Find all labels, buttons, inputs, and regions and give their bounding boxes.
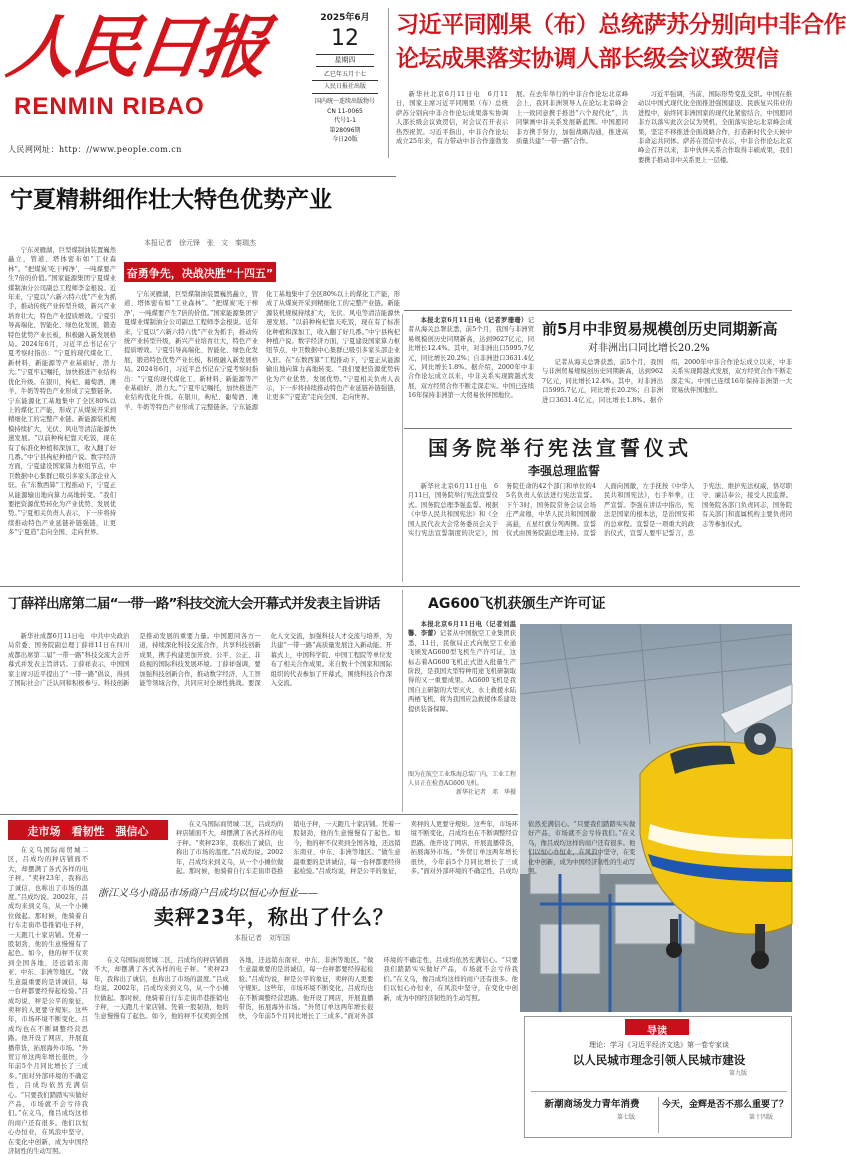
- yiwu-headline: 卖秤23年，称出了什么？: [154, 905, 394, 929]
- hero-headline-2: 论坛成果落实协调人部长级会议致贺信: [396, 46, 779, 72]
- trade-article: [408, 316, 792, 426]
- state-council-text: 新华社北京6月11日电 6月11日，国务院举行宪法宣誓仪式。国务院总理李强监誓。根据《中华人民共和国宪法》和《全国人民代表大会常务委员会关于实行宪法宣誓制度的决定》，国务院任命的42个部门和单位的45名负责人依法进行宪法宣誓。下午3时，国务院常务会议会场庄严肃穆，中华人民共和国国徽高悬，五星红旗分列两侧。宣誓仪式由国务院副总理主持。宣誓人面向国徽，左手抚按《中华人民共和国宪法》，右手举拳，庄严宣誓。李强在讲话中指出，宪法是国家的根本法，是治国安邦的总章程。宣誓是一项重大的政治仪式，宣誓人要牢记誓言，忠于宪法、维护宪法权威，恪尽职守、廉洁奉公，接受人民监督。国务院各部门负责同志，国务院有关部门和直属机构主要负责同志等参加仪式。: [408, 483, 792, 538]
- guide-item-3[interactable]: [661, 1097, 789, 1135]
- ding-text: 新华社成都6月11日电 中共中央政治局常委、国务院副总理丁薛祥11日在四川成都出席第二届“一带一路”科技交流大会开幕式并发表主旨讲话。丁薛祥表示，中国国家主席习近平提出了“一带一路”倡议，得到了国际社会广泛认同和积极参与。科技创新是推动发展的重要力量。中国愿同各方一道，持续深化科技交流合作，共享科技创新成果，携手构建更加开放、公平、公正、非歧视的国际科技发展环境。丁薛祥强调，要加强科技创新合作，推动数字经济、人工智能等领域合作，共同应对全球性挑战。要深化人文交流，加强科技人才交流与培养，为共建“一带一路”高质量发展注入新动能。开幕式上，中国科学院、中国工程院等单位发布了相关合作成果。来自数十个国家和国际组织的代表参加了开幕式，围绕科技合作深入交流。: [8, 633, 392, 688]
- guide-item-2-headline: 新潮商场发力青年消费: [544, 1099, 640, 1110]
- edition-name: 人民日报社出版: [312, 81, 378, 94]
- ningxia-band: [124, 262, 276, 282]
- yiwu-byline: 本报记者 刘军国: [234, 934, 290, 942]
- issue-line: 第28096期: [329, 126, 361, 134]
- issue-block: [310, 97, 380, 145]
- state-council-body: [408, 482, 792, 580]
- trade-subheadline: 对非洲出口同比增长20.2%: [588, 343, 710, 354]
- aircraft-caption: [408, 770, 516, 810]
- ding-article: [8, 592, 392, 622]
- issue-line: CN 11-0065: [327, 107, 363, 115]
- ding-body: [8, 632, 392, 808]
- issue-line: 今日20版: [332, 136, 358, 143]
- aircraft-caption-text: 图为在航空工业珠海总装厂内，工业工程人员正在检查AG600飞机。: [408, 771, 517, 787]
- hero-body-right: 习近平强调，当前，国际形势变乱交织。中国在推动以中国式现代化全面推进强国建设、民族复兴伟业的进程中，始终同非洲国家的现代化紧密结合，中国愿同非方以落实此次会议为契机，全面落实论坛北京峰会成果，坚定不移推进全面战略合作，打造新时代全天候中非命运共同体。萨苏在贺信中表示，中非合作论坛北京峰会召开以来，非中伙伴关系合作取得丰硕成果，我们要携手推动非中关系更上一层楼。: [638, 91, 792, 164]
- ningxia-byline: 本报记者 徐元锋 张 文 秦瑞杰: [144, 239, 256, 247]
- trade-body: 记者从海关总署获悉，前5个月，我国与非洲贸易规模创历史同期新高，达到9627亿元，同比增长12.4%。其中，对非洲出口5995.7亿元，同比增长20.2%；自非洲进口3631.4亿元，同比增长1.8%。据介绍，2000年中非合作论坛成立以来，中非关系实现跨越式发展，双方经贸合作不断走深走实。中国已连续16年保持非洲第一大贸易伙伴国地位。: [408, 317, 534, 400]
- yiwu-body-bottom: [94, 956, 518, 1138]
- masthead-logo: [2, 8, 298, 154]
- trade-dateline: 本报北京6月11日电（记者罗珊珊）: [420, 317, 528, 324]
- hero-body-left: 新华社北京6月11日电 6月11日，国家主席习近平同刚果（布）总统萨苏分别向中非合作论坛成果落实协调人部长级会议致贺信，对会议召开表示热烈祝贺。习近平指出，中非合作论坛成立25年来，有力带动中非合作蓬勃发展。在去年举行的中非合作论坛北京峰会上，我同非洲领导人在论坛北京峰会上一致同意携手推进“六个现代化”，共同擘画中非关系发展新蓝图。中国愿同非方携手努力，加强战略沟通，推进高质量共建“一带一路”合作。: [396, 91, 628, 146]
- yiwu-body-col1: [8, 846, 88, 1155]
- state-council-subheadline: 李强总理监誓: [528, 464, 601, 478]
- aircraft-text: 记者从中国航空工业集团获悉，11日，民航局正式向航空工业通飞颁发AG600型飞机生产许可证，这标志着AG600飞机正式进入批量生产阶段，是我国大型特种用途飞机研制取得的又一重要成果。AG600飞机是我国自主研制的大型灭火、水上救援水陆两栖飞机，将为我国应急救援体系建设提供装备保障。: [408, 630, 517, 713]
- date-block: [310, 10, 380, 160]
- yiwu-headline-block: [94, 886, 518, 952]
- hero-article: [396, 8, 846, 308]
- ningxia-body-2: 宁东灵雁湖，巨型煤制油装置巍然矗立，管道、塔体密布如“工业森林”。“把煤炭‘吃干榨净’，一吨煤要产生7倍的价值。”国家能源集团宁夏煤业煤制油分公司副总工程师李金根说。近年来，宁夏以“六新六特六优”产业为抓手，推动传统产业转型升级，新兴产业培育壮大，特色产业提质增效。宁夏引导高端化、智能化、绿色化发展，锻造特色优势产业长板，积极融入新发展格局。2024年6月，习近平总书记在宁夏考察时指出：“宁夏的现代煤化工、新材料、新能源等产业基础好、潜力大。”宁夏牢记嘱托，加快推进产业结构优化升级。在银川，枸杞、葡萄酒、滩羊、牛奶等特色产业形成了完整链条。宁东能源化工基地集中了全区80%以上的煤化工产能，形成了从煤炭开采到精细化工的完整产业链。新能源装机规模持续扩大，光伏、风电等清洁能源快速发展。“以前种枸杞靠天吃饭，现在有了标准化种植和深加工，收入翻了好几番。”中宁县枸杞种植户说。数字经济方面，宁夏建设国家算力枢纽节点，中卫数据中心集群已吸引多家头部企业入驻。在“东数西算”工程推动下，宁夏正从能源输出地向算力高地转变。“我们要把资源优势转化为产业优势、发展优势。”宁夏相关负责人表示，下一步将持续推动特色产业延链补链强链，让更多“宁夏造”走向全国、走向世界。: [124, 291, 400, 411]
- guide-item-1-kicker: 理论：学习《习近平经济文选》第一卷专家谈: [589, 1041, 729, 1049]
- ningxia-band-text: 奋勇争先，决战决胜“十四五”: [126, 267, 274, 280]
- ningxia-body: 宁东灵雁湖，巨型煤制油装置巍然矗立，管道、塔体密布如“工业森林”。“把煤炭‘吃干榨净’，一吨煤要产生7倍的价值。”国家能源集团宁夏煤业煤制油分公司副总工程师李金根说。近年来，宁夏以“六新六特六优”产业为抓手，推动传统产业转型升级，新兴产业培育壮大，特色产业提质增效。宁夏引导高端化、智能化、绿色化发展，锻造特色优势产业长板，积极融入新发展格局。2024年6月，习近平总书记在宁夏考察时指出：“宁夏的现代煤化工、新材料、新能源等产业基础好、潜力大。”宁夏牢记嘱托，加快推进产业结构优化升级。在银川，枸杞、葡萄酒、滩羊、牛奶等特色产业形成了完整链条。宁东能源化工基地集中了全区80%以上的煤化工产能，形成了从煤炭开采到精细化工的完整产业链。新能源装机规模持续扩大，光伏、风电等清洁能源快速发展。“以前种枸杞靠天吃饭，现在有了标准化种植和深加工，收入翻了好几番。”中宁县枸杞种植户说。数字经济方面，宁夏建设国家算力枢纽节点，中卫数据中心集群已吸引多家头部企业入驻。在“东数西算”工程推动下，宁夏正从能源输出地向算力高地转变。“我们要把资源优势转化为产业优势、发展优势。”宁夏相关负责人表示，下一步将持续推动特色产业延链补链强链，让更多“宁夏造”走向全国、走向世界。: [8, 247, 116, 537]
- hero-headline-1: 习近平同刚果（布）总统萨苏分别向中非合作: [396, 12, 846, 38]
- yiwu-kicker: 浙江义乌小商品市场商户吕成均以恒心办恒业——: [98, 888, 318, 899]
- guide-item-2-page: 第七版: [616, 1114, 635, 1121]
- yiwu-body-2: 在义乌国际商贸城二区，吕成均的秤店铺面不大，却摆满了各式各样的电子秤。“卖秤23年，我称出了诚信，也称出了市场的温度。”吕成均说。2002年，吕成均来到义乌，从一个小摊位做起。那时候，他骑着自行车走街串巷推销电子秤，一天跑几十家店铺。凭着一股韧劲，他的生意慢慢有了起色。如今，他的秤不仅卖到全国各地，还远销东南亚、中东、非洲等地区。“做生意最重要的是讲诚信，每一台秤都要经得起检验。”吕成均说，秤是公平的象征，卖秤的人更要守规矩。这些年，市场环境不断变化，吕成均也在不断调整经营思路。他开设了网店，开展直播带货，拓展海外市场。“外贸订单这两年增长很快，今年前5个月同比增长了三成多。”面对外部环境的不确定性，吕成均依然充满信心。“只要我们踏踏实实做好产品，市场就不会亏待我们。”在义乌，像吕成均这样的商户还有很多。他们以恒心办恒业，在风浪中坚守，在变化中创新，成为中国经济韧性的生动写照。: [176, 821, 636, 876]
- trade-headline: 前5月中非贸易规模创历史同期新高: [542, 320, 778, 338]
- aircraft-headline: AG600飞机获颁生产许可证: [428, 596, 606, 612]
- yiwu-body: 在义乌国际商贸城二区，吕成均的秤店铺面不大，却摆满了各式各样的电子秤。“卖秤23年，我称出了诚信，也称出了市场的温度。”吕成均说。2002年，吕成均来到义乌，从一个小摊位做起。那时候，他骑着自行车走街串巷推销电子秤，一天跑几十家店铺。凭着一股韧劲，他的生意慢慢有了起色。如今，他的秤不仅卖到全国各地，还远销东南亚、中东、非洲等地区。“做生意最重要的是讲诚信，每一台秤都要经得起检验。”吕成均说，秤是公平的象征，卖秤的人更要守规矩。这些年，市场环境不断变化，吕成均也在不断调整经营思路。他开设了网店，开展直播带货，拓展海外市场。“外贸订单这两年增长很快，今年前5个月同比增长了三成多。”面对外部环境的不确定性，吕成均依然充满信心。“只要我们踏踏实实做好产品，市场就不会亏待我们。”在义乌，像吕成均这样的商户还有很多。他们以恒心办恒业，在风浪中坚守，在变化中创新，成为中国经济韧性的生动写照。: [8, 847, 88, 1155]
- aircraft-body: [408, 620, 516, 768]
- ding-headline: 丁薛祥出席第二届“一带一路”科技交流大会开幕式并发表主旨讲话: [8, 596, 380, 612]
- ningxia-body-col2: [124, 290, 400, 580]
- guide-title: 导读: [647, 1026, 667, 1037]
- date-day: 12: [331, 26, 359, 51]
- guide-item-1-page: 第九版: [728, 1070, 747, 1077]
- yiwu-band: [8, 820, 168, 840]
- masthead-website: 人民网网址：http：//www.people.com.cn: [8, 145, 182, 154]
- yiwu-body-3: 在义乌国际商贸城二区，吕成均的秤店铺面不大，却摆满了各式各样的电子秤。“卖秤23年，我称出了诚信，也称出了市场的温度。”吕成均说。2002年，吕成均来到义乌，从一个小摊位做起。那时候，他骑着自行车走街串巷推销电子秤，一天跑几十家店铺。凭着一股韧劲，他的生意慢慢有了起色。如今，他的秤不仅卖到全国各地，还远销东南亚、中东、非洲等地区。“做生意最重要的是讲诚信，每一台秤都要经得起检验。”吕成均说，秤是公平的象征，卖秤的人更要守规矩。这些年，市场环境不断变化，吕成均也在不断调整经营思路。他开设了网店，开展直播带货，拓展海外市场。“外贸订单这两年增长很快，今年前5个月同比增长了三成多。”面对外部环境的不确定性，吕成均依然充满信心。“只要我们踏踏实实做好产品，市场就不会亏待我们。”在义乌，像吕成均这样的商户还有很多。他们以恒心办恒业，在风浪中坚守，在变化中创新，成为中国经济韧性的生动写照。: [94, 957, 518, 1021]
- guide-item-3-headline: 今天，金辉是否不那么重要了？: [661, 1100, 788, 1110]
- state-council-headline: 国务院举行宪法宣誓仪式: [428, 436, 692, 460]
- aircraft-illustration: [520, 624, 792, 1012]
- aircraft-photo: [520, 624, 792, 1012]
- issue-line: 代号1-1: [334, 117, 356, 124]
- ningxia-headline: 宁夏精耕细作壮大特色优势产业: [10, 187, 332, 213]
- masthead-pinyin: RENMIN RIBAO: [14, 93, 205, 120]
- trade-body-2: 记者从海关总署获悉，前5个月，我国与非洲贸易规模创历史同期新高，达到9627亿元，同比增长12.4%。其中，对非洲出口5995.7亿元，同比增长20.2%；自非洲进口3631.4亿元，同比增长1.8%。据介绍，2000年中非合作论坛成立以来，中非关系实现跨越式发展，双方经贸合作不断走深走实。中国已连续16年保持非洲第一大贸易伙伴国地位。: [542, 359, 792, 404]
- guide-item-1-headline: 以人民城市理念引领人民城市建设: [572, 1053, 746, 1067]
- guide-item-3-page: 第十四版: [748, 1114, 773, 1121]
- yiwu-band-text: 走市场 看韧性 强信心: [27, 825, 149, 838]
- aircraft-photo-credit: 新华社记者 邓 华摄: [455, 789, 516, 796]
- date-weekday: 星期四: [316, 54, 374, 67]
- issue-line: 国内统一连续出版物号: [314, 98, 375, 105]
- yiwu-body-top: [176, 820, 636, 880]
- guide-item-1[interactable]: [531, 1039, 787, 1089]
- guide-box: [524, 1016, 792, 1138]
- ningxia-body-col1: [8, 246, 116, 576]
- masthead-title: 人民日报: [2, 8, 270, 88]
- date-lunar: 乙巳年五月十七: [312, 69, 378, 81]
- date-line: 2025年6月: [320, 13, 370, 23]
- aircraft-dateline: 本报北京6月11日电（记者刘温馨、李蕾）: [408, 621, 516, 638]
- guide-title-bar: [625, 1019, 689, 1035]
- guide-item-2[interactable]: [529, 1097, 655, 1135]
